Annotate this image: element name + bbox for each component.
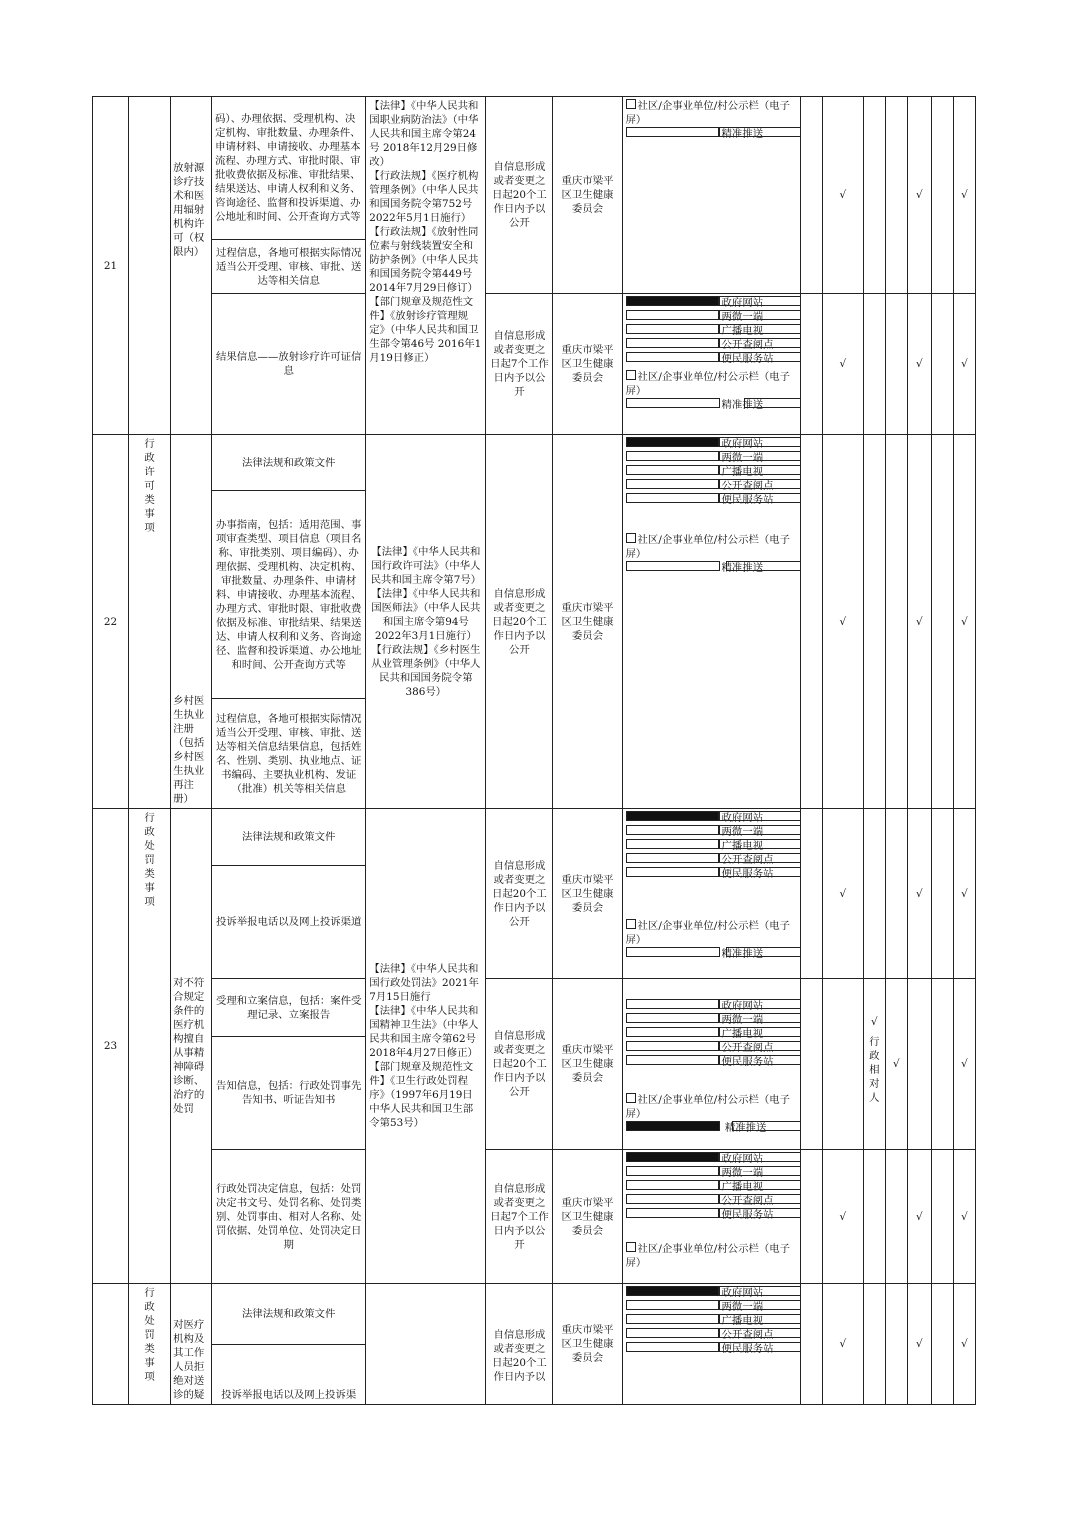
check: √ — [822, 294, 863, 435]
target-note: 行政相对人 — [869, 1036, 880, 1104]
basis-23-text: 【法律】《中华人民共和国行政处罚法》2021年7月15日施行 【法律】《中华人民共和国精神卫生法》（中华人民共和国主席令第62号 2018年4月27日修正） 【部门规章及规范性文件】《卫生行政处罚程序》（1997年6月19日中华人民共和国卫生部令第53号） — [369, 963, 479, 1129]
check: √ — [907, 1150, 931, 1284]
check: √ — [953, 294, 975, 435]
subject-21c: 重庆市梁平区卫生健康委员会 — [553, 294, 622, 435]
time-23e: 自信息形成或者变更之日起7个工作日内予以公开 — [486, 1150, 553, 1284]
row-22a — [93, 435, 976, 491]
check: √ — [885, 979, 907, 1150]
check: √ — [907, 435, 931, 809]
basis-23 — [366, 809, 486, 1284]
row-23a — [93, 809, 976, 866]
item-23: 对不符合规定条件的医疗机构擅自从事精神障碍诊断、治疗的处罚 — [173, 977, 205, 1115]
channels-21a: 社区/企事业单位/村公示栏（电子屏） 精准推送 — [622, 97, 800, 294]
time-22: 自信息形成或者变更之日起20个工作日内予以公开 — [486, 435, 553, 809]
check: √ — [953, 809, 975, 979]
subject-22: 重庆市梁平区卫生健康委员会 — [553, 435, 622, 809]
item-22: 乡村医生执业注册（包括乡村医生执业再注册） — [173, 695, 205, 805]
time-21a: 自信息形成或者变更之日起20个工作日内予以公开 — [486, 97, 553, 294]
check: √ — [822, 809, 863, 979]
content-23-filing: 受理和立案信息，包括：案件受理记录、立案报告 — [212, 979, 366, 1037]
basis-22 — [366, 435, 486, 809]
row-24a — [93, 1284, 976, 1345]
check: √ — [822, 97, 863, 294]
channels-23c: 政府网站 两微一端 广播电视 公开查阅点 便民服务站 社区/企事业单位/村公示栏（电子屏） 精准推送 — [622, 979, 800, 1150]
item-21: 放射源诊疗技术和医用辐射机构许可（权限内） — [173, 162, 205, 258]
channels-23e: 政府网站 两微一端 广播电视 公开查阅点 便民服务站 社区/企事业单位/村公示栏（电子屏） — [622, 1150, 800, 1284]
content-21-result: 结果信息——放射诊疗许可证信息 — [212, 294, 366, 435]
subject-21a: 重庆市梁平区卫生健康委员会 — [553, 97, 622, 294]
check: √ — [907, 809, 931, 979]
channels-23a: 政府网站 两微一端 广播电视 公开查阅点 便民服务站 社区/企事业单位/村公示栏（电子屏） 精准推送 — [622, 809, 800, 979]
content-23-decision: 行政处罚决定信息，包括：处罚决定书文号、处罚名称、处罚类别、处罚事由、相对人名称、处罚依据、处罚单位、处罚决定日期 — [212, 1150, 366, 1284]
category-22: 行政许可类事项 — [144, 438, 155, 534]
basis-21 — [366, 97, 486, 435]
check: √ — [953, 1150, 975, 1284]
channels-24: 政府网站 两微一端 广播电视 公开查阅点 便民服务站 — [622, 1284, 800, 1405]
category-23: 行政处罚类事项 — [144, 812, 155, 908]
subject-23a: 重庆市梁平区卫生健康委员会 — [553, 809, 622, 979]
row-21a — [93, 97, 976, 240]
item-24: 对医疗机构及其工作人员拒绝对送诊的疑 — [173, 1319, 205, 1401]
content-21-guide: 码）、办理依据、受理机构、决定机构、审批数量、办理条件、申请材料、申请接收、办理基本流程、办理方式、审批时限、审批收费依据及标准、审批结果、结果送达、申请人权利和义务、咨询途径、监督和投诉渠道、办公地址和时间、公开查询方式等 — [212, 97, 366, 240]
basis-22-text: 【法律】《中华人民共和国行政许可法》（中华人民共和国主席令第7号） 【法律】《中华人民共和国医师法》（中华人民共和国主席令第94号 2022年3月1日施行） 【行政法规】《乡村医生从业管理条例》（中华人民共和国国务院令第386号） — [370, 545, 482, 698]
content-23-complaint: 投诉举报电话以及网上投诉渠道 — [212, 866, 366, 979]
seq-23: 23 — [93, 809, 129, 1284]
category-21 — [129, 97, 171, 435]
row-21c — [93, 294, 976, 435]
check: √ — [907, 97, 931, 294]
check: √ — [822, 1284, 863, 1405]
content-22-guide: 办事指南，包括：适用范围、事项审查类型、项目信息（项目名称、审批类别、项目编码）、办理依据、受理机构、决定机构、审批数量、办理条件、申请材料、申请接收、办理基本流程、办理方式、审批时限、审批收费依据及标准、审批结果、结果送达、申请人权利和义务、咨询途径、监督和投诉渠道、办公地址和时间、公开查询方式等 — [212, 491, 366, 699]
content-21-process: 过程信息，各地可根据实际情况适当公开受理、审核、审批、送达等相关信息 — [212, 240, 366, 294]
check: √ — [822, 435, 863, 809]
check: √ — [953, 979, 975, 1150]
seq-21: 21 — [93, 97, 129, 435]
time-21c: 自信息形成或者变更之日起7个工作日内予以公开 — [486, 294, 553, 435]
check: √ — [822, 1150, 863, 1284]
subject-23e: 重庆市梁平区卫生健康委员会 — [553, 1150, 622, 1284]
time-23c: 自信息形成或者变更之日起20个工作日内予以公开 — [486, 979, 553, 1150]
time-24: 自信息形成或者变更之日起20个工作日内予以 — [486, 1284, 553, 1405]
check: √ — [953, 435, 975, 809]
check: √ — [870, 1016, 878, 1028]
content-24-laws: 法律法规和政策文件 — [212, 1284, 366, 1345]
subject-23c: 重庆市梁平区卫生健康委员会 — [553, 979, 622, 1150]
content-22-laws: 法律法规和政策文件 — [212, 435, 366, 491]
content-22-process: 过程信息，各地可根据实际情况适当公开受理、审核、审批、送达等相关信息结果信息，包括姓名、性别、类别、执业地点、证书编码、主要执业机构、发证（批准）机关等相关信息 — [212, 699, 366, 809]
content-23-notice: 告知信息，包括：行政处罚事先告知书、听证告知书 — [212, 1037, 366, 1150]
subject-24: 重庆市梁平区卫生健康委员会 — [553, 1284, 622, 1405]
disclosure-table — [92, 96, 976, 1405]
content-23-laws: 法律法规和政策文件 — [212, 809, 366, 866]
channels-22: 政府网站 两微一端 广播电视 公开查阅点 便民服务站 社区/企事业单位/村公示栏（电子屏） 精准推送 — [622, 435, 800, 809]
seq-22: 22 — [93, 435, 129, 809]
check: √ — [907, 1284, 931, 1405]
check: √ — [953, 97, 975, 294]
category-24: 行政处罚类事项 — [144, 1287, 155, 1383]
time-23a: 自信息形成或者变更之日起20个工作日内予以公开 — [486, 809, 553, 979]
check: √ — [953, 1284, 975, 1405]
basis-21-text: 【法律】《中华人民共和国职业病防治法》（中华人民共和国主席令第24号 2018年12月29日修改） 【行政法规】《医疗机构管理条例》（中华人民共和国国务院令第752号 2022年5月1日施行） 【行政法规】《放射性同位素与射线装置安全和防护条例》（中华人民共和国国务院令第449号 2014年7月29日修订） 【部门规章及规范性文件】《放射诊疗管理规定》（中华人民共和国卫生部令第46号 2016年1月19日修正） — [369, 100, 482, 364]
channels-21c: 政府网站 两微一端 广播电视 公开查阅点 便民服务站 社区/企事业单位/村公示栏（电子屏） 精准推送 — [622, 294, 800, 435]
row-23e — [93, 1150, 976, 1284]
check: √ — [907, 294, 931, 435]
row-23c — [93, 979, 976, 1037]
content-24-complaint: 投诉举报电话以及网上投诉渠 — [212, 1344, 366, 1405]
